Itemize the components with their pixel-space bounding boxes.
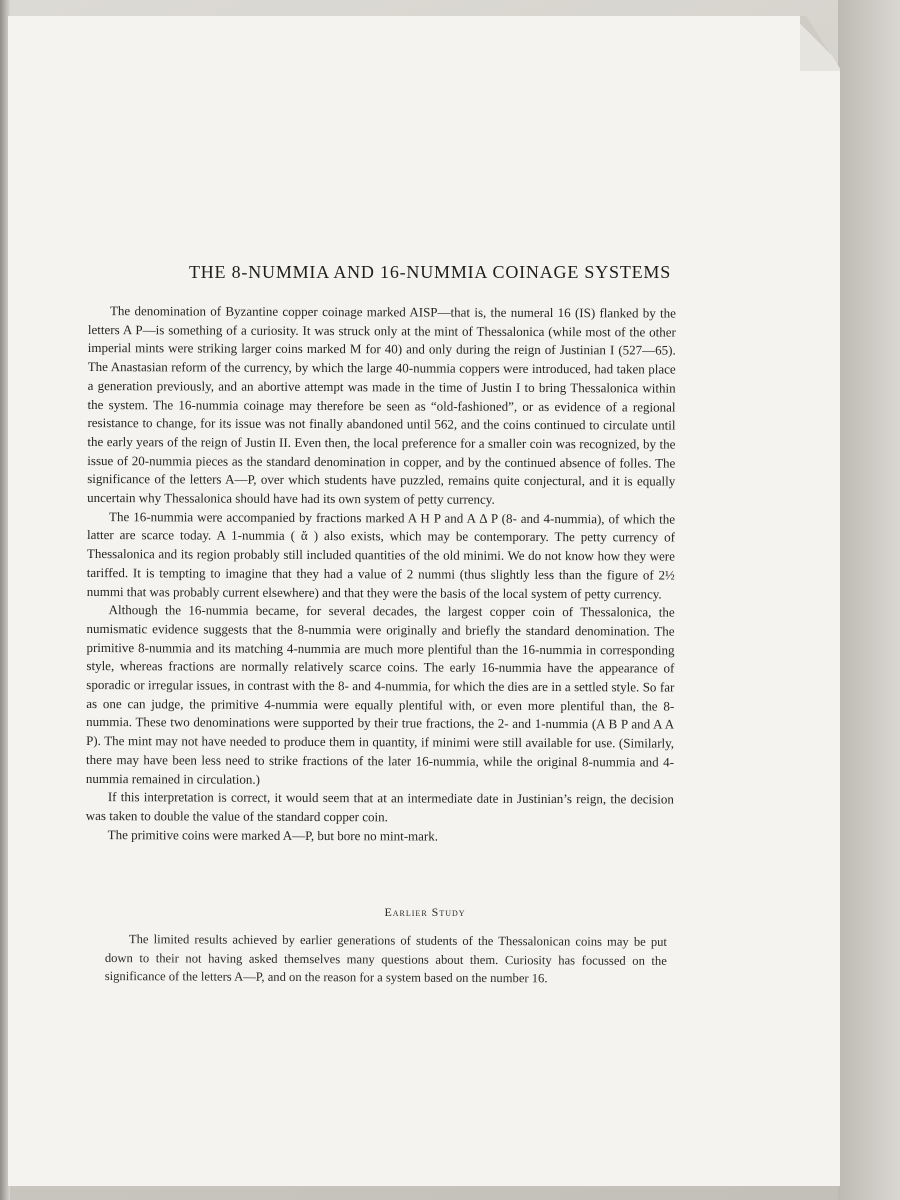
paragraph: The limited results achieved by earlier generations of students of the Thessalonican coins may be put down to their not having asked themselves many questions about them. Curiosity has focussed on the significance of the letters A—P, and on the reason for a system based on the number 16. bbox=[104, 932, 667, 986]
main-text bbox=[86, 302, 676, 847]
section-heading: Earlier Study bbox=[384, 905, 466, 919]
paragraph: Although the 16-nummia became, for several decades, the largest copper coin of Thessalonica, the numismatic evidence suggests that the 8-nummia were originally and briefly the standard denomination. The primitive 8-nummia and its matching 4-nummia are much more plentiful than the 16-nummia in corresponding style, whereas fractions are normally relatively scarce coins. The early 16-nummia have the appearance of sporadic or irregular issues, in contrast with the 8- and 4-nummia, for which the dies are in a settled style. So far as one can judge, the primitive 4-nummia were equally plentiful with, or even more plentiful than, the 8-nummia. These two denominations were supported by their true fractions, the 2- and 1-nummia (A B P and A A P). The mint may not have needed to produce them in quantity, if minimi were still available for use. (Similarly, there may have been less need to strike fractions of the later 16-nummia, while the original 8-nummia and 4-nummia remained in circulation.) bbox=[85, 602, 675, 787]
section-text bbox=[105, 930, 667, 988]
page-title: THE 8-NUMMIA AND 16-NUMMIA COINAGE SYSTEMS bbox=[188, 262, 672, 282]
paragraph: If this interpretation is correct, it would seem that at an intermediate date in Justinian’s reign, the decision was taken to double the value of the standard copper coin. bbox=[85, 789, 674, 825]
next-page-edge bbox=[838, 0, 900, 1200]
paragraph: The 16-nummia were accompanied by fractions marked A H P and A Δ P (8- and 4-nummia), of which the latter are scarce today. A 1-nummia ( ἄ ) also exists, which may be contemporary. The petty currency of Thessalonica and its region probably still included quantities of the old minimi. We do not know how they were tariffed. It is tempting to imagine that they had a value of 2 nummi (thus slightly less than the figure of 2½ nummi that was probably current elsewhere) and that they were the basis of the local system of petty currency. bbox=[86, 508, 676, 602]
page-corner-fold bbox=[800, 16, 840, 71]
paragraph: The primitive coins were marked A—P, but bore no mint-mark. bbox=[107, 826, 439, 844]
paragraph: The denomination of Byzantine copper coinage marked AISP—that is, the numeral 16 (IS) flanked by the letters A P—is something of a curiosity. It was struck only at the mint of Thessalonica (while most of the other imperial mints were striking larger coins marked M for 40) and only during the reign of Justinian I (527—65). The Anastasian reform of the currency, by which the large 40-nummia coppers were introduced, had taken place a generation previously, and an abortive attempt was made in the time of Justin I to bring Thessalonica within the system. The 16-nummia coinage may therefore be seen as “old-fashioned”, or as evidence of a regional resistance to change, for its issue was not finally abandoned until 562, and the coins continued to circulate until the early years of the reign of Justin II. Even then, the local preference for a smaller coin was recognized, by the issue of 20-nummia pieces as the standard denomination in copper, and by the continued absence of folles. The significance of the letters A—P, over which students have puzzled, remains quite conjectural, and it is equally uncertain why Thessalonica should have had its own system of petty currency. bbox=[87, 303, 676, 507]
